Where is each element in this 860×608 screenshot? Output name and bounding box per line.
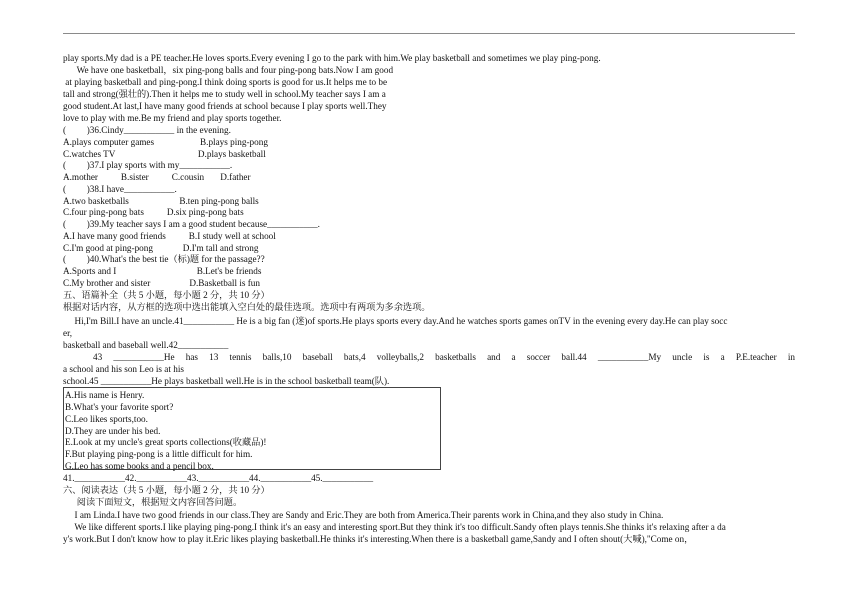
- reading-line: We like different sports.I like playing ping-pong.I think it's an easy and interesting sport.But they think it's too difficult.Sandy often plays tennis.She thinks it's relaxing after a da: [63, 522, 726, 532]
- dialogue-line: basketball and baseball well.42___________: [63, 340, 229, 350]
- question-38: ( )38.I have___________.: [63, 184, 177, 194]
- dialogue-line: 43 ___________He has 13 tennis balls,10 baseball bats,4 volleyballs,2 basketballs and a soccer ball.44 ___________My uncle is a P.E.teacher in: [93, 352, 795, 362]
- question-option: C.four ping-pong bats D.six ping-pong bats: [63, 207, 244, 217]
- section-6-instruction: 阅读下面短文，根据短文内容回答问题。: [63, 497, 243, 507]
- question-37: ( )37.I play sports with my___________.: [63, 160, 233, 170]
- question-option: A.mother B.sister C.cousin D.father: [63, 172, 251, 182]
- section-6-heading: 六、阅读表达（共 5 小题，每小题 2 分，共 10 分）: [63, 485, 270, 495]
- passage-line: good student.At last,I have many good friends at school because I play sports well.They: [63, 101, 387, 111]
- dialogue-line: Hi,I'm Bill.I have an uncle.41___________ He is a big fan (迷)of sports.He plays sports every day.And he watches sports games onTV in the evening every day.He can play socc: [63, 316, 728, 326]
- question-40: ( )40.What's the best tie（标)题 for the passage??: [63, 254, 265, 264]
- section-5-heading: 五、语篇补全（共 5 小题，每小题 2 分，共 10 分）: [63, 290, 270, 300]
- dialogue-line: er,: [63, 328, 73, 338]
- question-option: A.I have many good friends B.I study well at school: [63, 231, 276, 241]
- option-c: C.Leo likes sports,too.: [65, 414, 148, 424]
- question-option: A.Sports and I B.Let's be friends: [63, 266, 262, 276]
- passage-line: at playing basketball and ping-pong.I think doing sports is good for us.It helps me to be: [63, 77, 388, 87]
- passage-line: play sports.My dad is a PE teacher.He loves sports.Every evening I go to the park with him.We play basketball and sometimes we play ping-pong.: [63, 53, 601, 63]
- dialogue-line: a school and his son Leo is at his: [63, 364, 184, 374]
- header-rule: [63, 33, 795, 34]
- question-option: A.plays computer games B.plays ping-pong: [63, 137, 268, 147]
- question-option: C.I'm good at ping-pong D.I'm tall and strong: [63, 243, 259, 253]
- option-d: D.They are under his bed.: [65, 426, 161, 436]
- question-option: C.My brother and sister D.Basketball is fun: [63, 278, 260, 288]
- passage-line: love to play with me.Be my friend and play sports together.: [63, 113, 282, 123]
- dialogue-line: school.45 ___________He plays basketball well.He is in the school basketball team(队).: [63, 376, 390, 386]
- reading-line: y's work.But I don't know how to play it.Eric likes playing basketball.He thinks it's interesting.When there is a basketball game,Sandy and I often shout(大喊),"Come on，: [63, 534, 694, 544]
- option-b: B.What's your favorite sport?: [65, 402, 174, 412]
- reading-line: I am Linda.I have two good friends in our class.They are Sandy and Eric.They are both from America.Their parents work in China,and they also study in China.: [63, 510, 664, 520]
- question-39: ( )39.My teacher says I am a good student because___________.: [63, 219, 320, 229]
- question-option: C.watches TV D.plays basketball: [63, 149, 266, 159]
- passage-line: We have one basketball，six ping-pong balls and four ping-pong bats.Now I am good: [63, 65, 394, 75]
- option-f: F.But playing ping-pong is a little difficult for him.: [65, 449, 253, 459]
- option-g: G.Leo has some books and a pencil box.: [65, 461, 214, 471]
- passage-line: tall and strong(强壮的).Then it helps me to study well in school.My teacher says I am a: [63, 89, 386, 99]
- question-36: ( )36.Cindy___________ in the evening.: [63, 125, 231, 135]
- option-e: E.Look at my uncle's great sports collections(收藏品)!: [65, 437, 267, 447]
- option-a: A.His name is Henry.: [65, 390, 145, 400]
- answer-blanks: 41.___________42.___________43.___________44.___________45.___________: [63, 473, 374, 483]
- question-option: A.two basketballs B.ten ping-pong balls: [63, 196, 259, 206]
- section-5-instruction: 根据对话内容，从方框的选项中选出能填入空白处的最佳选项。选项中有两项为多余选项。: [63, 302, 431, 312]
